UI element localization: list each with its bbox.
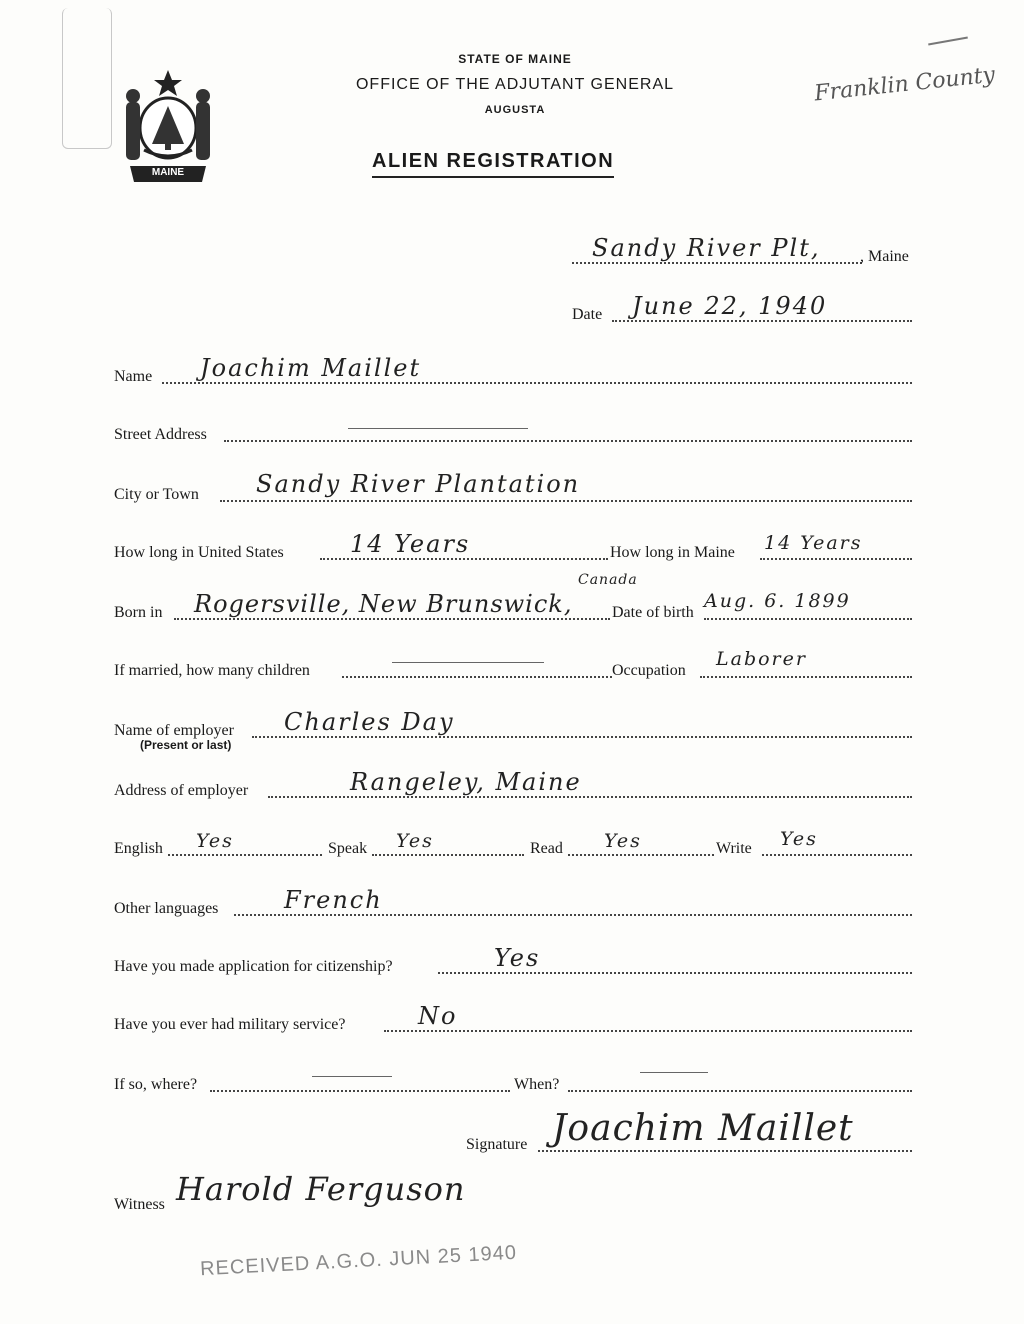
date-label: Date [572, 306, 603, 323]
write-label: Write [716, 840, 752, 857]
english-line [168, 854, 322, 856]
when-label: When? [514, 1076, 560, 1093]
born-value: Rogersville, New Brunswick, [194, 590, 573, 618]
signature-value: Joachim Maillet [552, 1108, 854, 1149]
us-value: 14 Years [350, 530, 471, 558]
city-label: City or Town [114, 486, 199, 503]
employer-label: Name of employer [114, 722, 234, 739]
seal-banner: MAINE [151, 167, 185, 178]
english-value: Yes [196, 830, 234, 852]
witness-label: Witness [114, 1196, 165, 1213]
where-dash [312, 1076, 392, 1077]
us-label: How long in United States [114, 544, 284, 561]
read-value: Yes [604, 830, 642, 852]
emp-addr-value: Rangeley, Maine [350, 768, 582, 796]
citizenship-value: Yes [494, 944, 541, 972]
place-line [572, 262, 862, 264]
english-label: English [114, 840, 163, 857]
speak-value: Yes [396, 830, 434, 852]
employer-value: Charles Day [284, 708, 455, 736]
header-state: STATE OF MAINE [458, 52, 572, 66]
citizenship-label: Have you made application for citizenship? [114, 958, 393, 975]
county-annotation: Franklin County [813, 62, 997, 107]
born-note: Canada [578, 572, 638, 588]
children-label: If married, how many children [114, 662, 310, 679]
witness-value: Harold Ferguson [176, 1170, 466, 1208]
dob-line [704, 618, 912, 620]
street-line [224, 440, 912, 442]
city-line [220, 500, 912, 502]
military-line [384, 1030, 912, 1032]
city-value: Sandy River Plantation [256, 470, 581, 498]
citizenship-line [438, 972, 912, 974]
other-lang-line [234, 914, 912, 916]
read-line [568, 854, 714, 856]
when-dash [640, 1072, 708, 1073]
date-value: June 22, 1940 [632, 292, 828, 320]
received-stamp: RECEIVED A.G.O. JUN 25 1940 [199, 1241, 518, 1281]
military-label: Have you ever had military service? [114, 1016, 346, 1033]
where-line [210, 1090, 510, 1092]
name-line [162, 382, 912, 384]
check-mark [928, 37, 968, 46]
name-label: Name [114, 368, 153, 385]
born-line [174, 618, 610, 620]
street-dash [348, 428, 528, 429]
dob-label: Date of birth [612, 604, 694, 621]
signature-line [538, 1150, 912, 1152]
speak-label: Speak [328, 840, 368, 857]
place-suffix: , Maine [860, 248, 909, 265]
state-seal [112, 66, 224, 188]
military-value: No [418, 1002, 458, 1030]
paper-clip-mark [62, 8, 112, 149]
emp-addr-label: Address of employer [114, 782, 249, 799]
when-line [568, 1090, 912, 1092]
date-line [612, 320, 912, 322]
header-city: AUGUSTA [484, 104, 546, 116]
children-line [342, 676, 612, 678]
header-office: OFFICE OF THE ADJUTANT GENERAL [355, 76, 675, 93]
children-dash [392, 662, 544, 663]
maine-value: 14 Years [764, 532, 863, 554]
signature-label: Signature [466, 1136, 528, 1153]
employer-line [252, 736, 912, 738]
occupation-label: Occupation [612, 662, 686, 679]
maine-label: How long in Maine [610, 544, 735, 561]
us-line [320, 558, 608, 560]
read-label: Read [530, 840, 563, 857]
other-lang-label: Other languages [114, 900, 219, 917]
maine-line [760, 558, 912, 560]
street-label: Street Address [114, 426, 207, 443]
write-line [762, 854, 912, 856]
where-label: If so, where? [114, 1076, 198, 1093]
write-value: Yes [780, 828, 818, 850]
dob-value: Aug. 6. 1899 [704, 590, 851, 612]
name-value: Joachim Maillet [200, 354, 422, 382]
occupation-value: Laborer [716, 648, 807, 670]
employer-sub: (Present or last) [140, 738, 232, 752]
emp-addr-line [268, 796, 912, 798]
born-label: Born in [114, 604, 163, 621]
occupation-line [700, 676, 912, 678]
place-value: Sandy River Plt, [592, 234, 821, 262]
other-lang-value: French [284, 886, 383, 914]
speak-line [372, 854, 524, 856]
page-title: ALIEN REGISTRATION [372, 150, 614, 178]
